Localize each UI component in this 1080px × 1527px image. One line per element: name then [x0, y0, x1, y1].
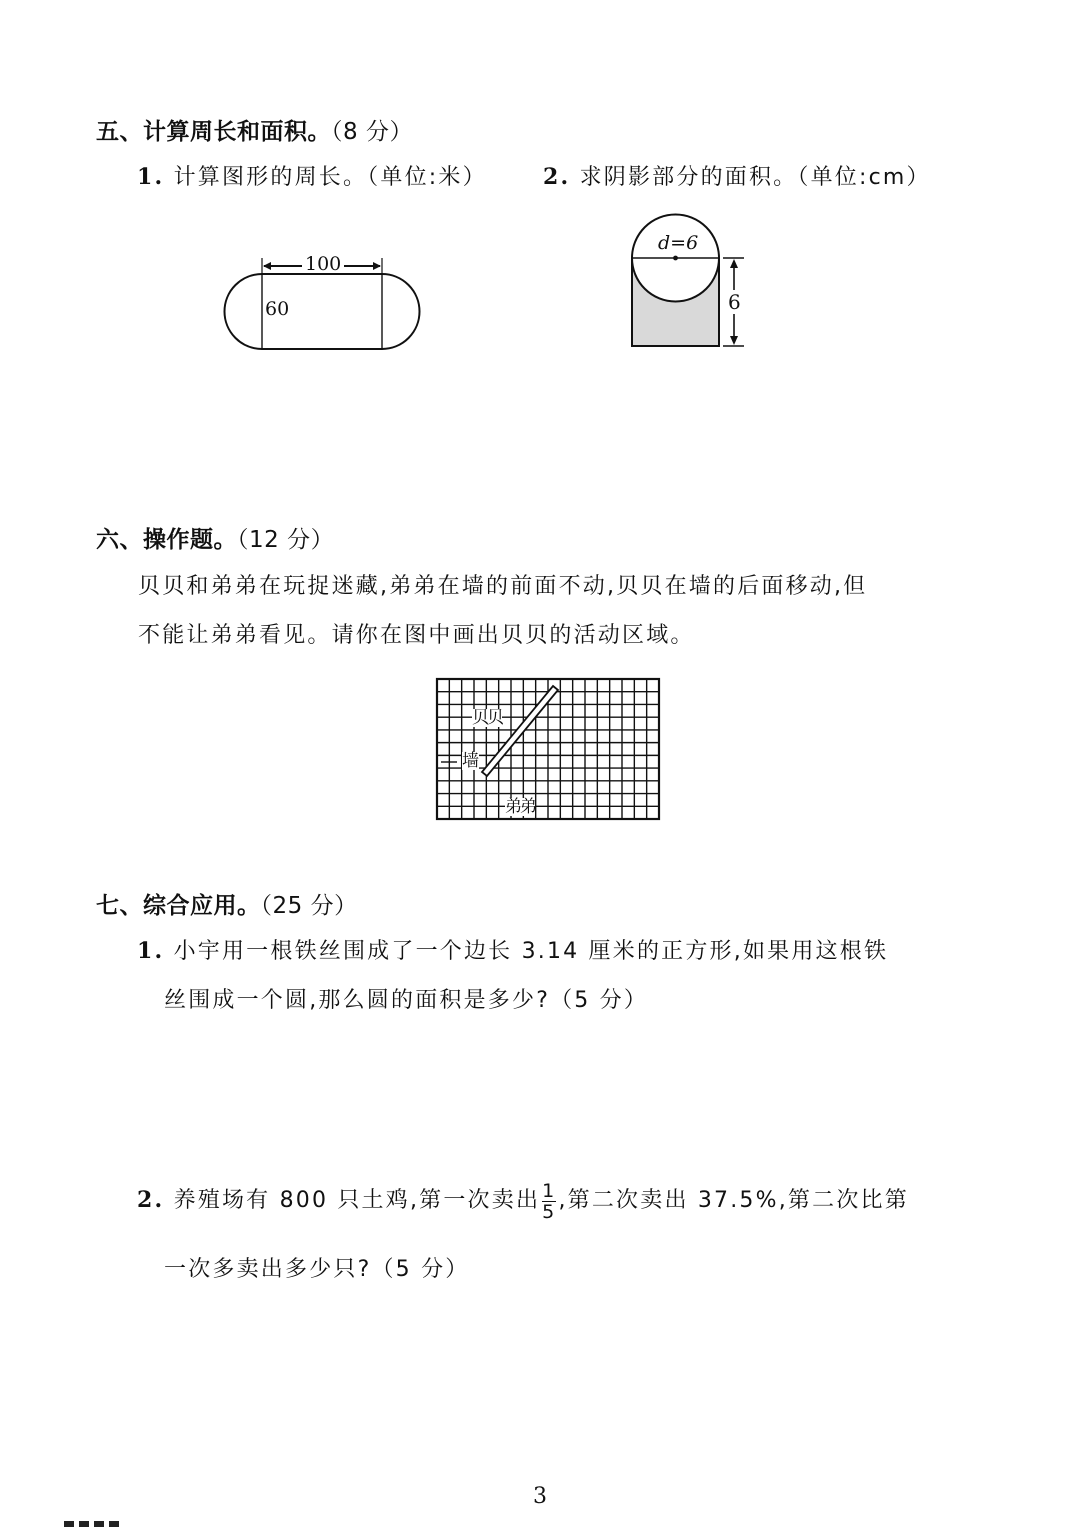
heading-points: （8 分） [331, 119, 413, 145]
question-text: 计算图形的周长。（单位:米） [173, 165, 487, 190]
didi-label: 弟弟 [505, 797, 535, 817]
section-6-heading [96, 521, 334, 554]
question-text-cont: ,第二次卖出 37.5%,第二次比第 [558, 1188, 909, 1213]
width-label: 100 [305, 253, 342, 275]
q6-line-2: 不能让弟弟看见。请你在图中画出贝贝的活动区域。 [138, 623, 695, 648]
height-label: 60 [265, 298, 290, 320]
drawing-grid[interactable] [437, 679, 659, 819]
q7-1-line-1 [137, 934, 888, 965]
diameter-label [658, 232, 698, 254]
question-number: 1. [137, 164, 165, 190]
fraction-one-fifth [542, 1181, 556, 1222]
heading-text: 五、计算周长和面积。 [96, 119, 331, 145]
question-number: 2. [543, 164, 571, 190]
q7-2-line-1 [137, 1178, 909, 1223]
heading-points: （12 分） [237, 527, 335, 553]
section-7-heading [96, 887, 358, 920]
q7-2-line-2: 一次多卖出多少只?（5 分） [164, 1257, 470, 1282]
question-text: 求阴影部分的面积。（单位:cm） [579, 165, 931, 190]
beibei-label: 贝贝 [472, 708, 502, 728]
q6-line-1: 贝贝和弟弟在玩捉迷藏,弟弟在墙的前面不动,贝贝在墙的后面移动,但 [138, 574, 868, 599]
side-height-label: 6 [728, 290, 741, 314]
question-number: 2. [137, 1187, 165, 1213]
wall-label: 墙 [462, 751, 479, 771]
question-text: 养殖场有 800 只土鸡,第一次卖出 [173, 1188, 541, 1213]
q7-1-line-2: 丝围成一个圆,那么圆的面积是多少?（5 分） [164, 988, 649, 1013]
fraction-denominator: 5 [542, 1200, 557, 1223]
question-text: 小宇用一根铁丝围成了一个边长 3.14 厘米的正方形,如果用这根铁 [173, 939, 889, 964]
footer-dash-mark [64, 1521, 122, 1527]
heading-points: （25 分） [260, 893, 358, 919]
heading-text: 六、操作题。 [96, 527, 237, 553]
wall-shape [482, 686, 558, 776]
heading-text: 七、综合应用。 [96, 893, 261, 919]
question-number: 1. [137, 938, 165, 964]
page-number: 3 [533, 1484, 547, 1509]
diameter-text: d=6 [658, 232, 699, 254]
fraction-numerator: 1 [542, 1179, 557, 1202]
